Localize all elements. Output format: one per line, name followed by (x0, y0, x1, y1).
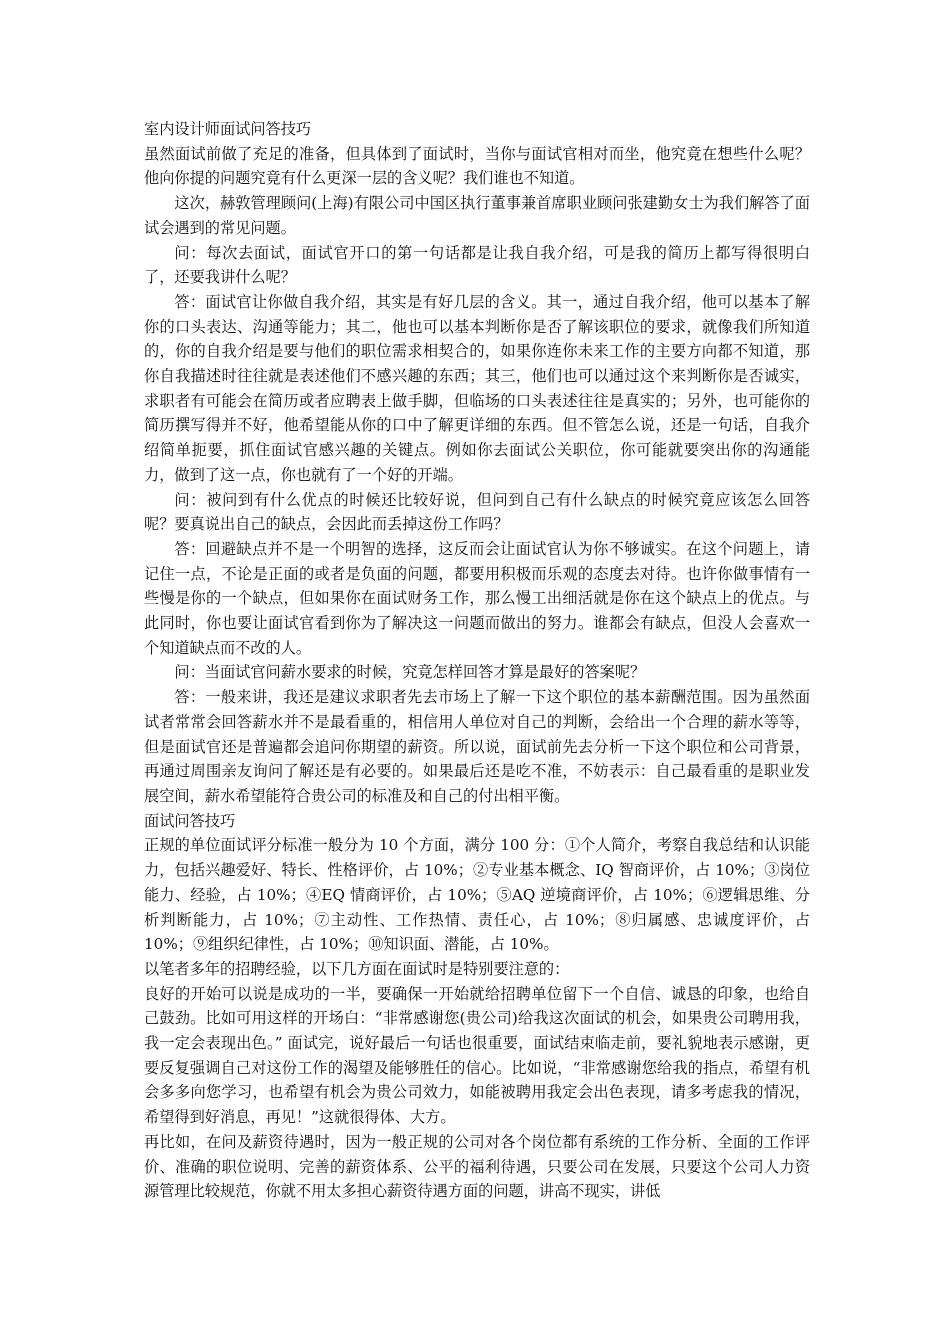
question-1: 问：每次去面试，面试官开口的第一句话都是让我自我介绍，可是我的简历上都写得很明白了，还要我讲什么呢？ (144, 243, 810, 287)
answer-1: 答：面试官让你做自我介绍，其实是有好几层的含义。其一，通过自我介绍，他可以基本了解你的口头表达、沟通等能力；其二，他也可以基本判断你是否了解该职位的要求，就像我们所知道的，你的自我介绍是要与他们的职位需求相契合的，如果你连你未来工作的主要方向都不知道，那你自我描述时往往就是表述他们不感兴趣的东西；其三，他们也可以通过这个来判断你是否诚实，求职者有可能会在简历或者应聘表上做手脚，但临场的口头表述往往是真实的；另外，也可能你的简历撰写得并不好，他希望能从你的口中了解更详细的东西。但不管怎么说，还是一句话，自我介绍简单扼要，抓住面试官感兴趣的关键点。例如你去面试公关职位，你可能就要突出你的沟通能力，做到了这一点，你也就有了一个好的开端。 (144, 292, 810, 484)
intro-paragraph: 虽然面试前做了充足的准备，但具体到了面试时，当你与面试官相对而坐，他究竟在想些什么呢？他向你提的问题究竟有什么更深一层的含义呢？我们谁也不知道。 (144, 144, 810, 188)
scoring-paragraph: 正规的单位面试评分标准一般分为 10 个方面，满分 100 分：①个人简介，考察自我总结和认识能力，包括兴趣爱好、特长、性格评价，占 10%；②专业基本概念、IQ 智商评价，占 10%；③岗位能力、经验，占 10%；④EQ 情商评价，占 10%；⑤AQ 逆境商评价，占 10%；⑥逻辑思维、分析判断能力，占 10%；⑦主动性、工作热情、责任心，占 10%；⑧归属感、忠诚度评价，占 10%；⑨组织纪律性，占 10%；⑩知识面、潜能，占 10%。 (144, 836, 810, 954)
question-2: 问：被问到有什么优点的时候还比较好说，但问到自己有什么缺点的时候究竟应该怎么回答呢？要真说出自己的缺点，会因此而丢掉这份工作吗？ (144, 490, 810, 534)
document-page (144, 117, 810, 1204)
section-2-title: 面试问答技巧 (144, 811, 236, 830)
question-3: 问：当面试官问薪水要求的时候，究竟怎样回答才算是最好的答案呢？ (174, 663, 646, 682)
answer-2: 答：回避缺点并不是一个明智的选择，这反而会让面试官认为你不够诚实。在这个问题上，请记住一点，不论是正面的或者是负面的问题，都要用积极而乐观的态度去对待。也许你做事情有一些慢是你的一个缺点，但如果你在面试财务工作，那么慢工出细活就是你在这个缺点上的优点。与此同时，你也要让面试官看到你为了解决这一问题而做出的努力。谁都会有缺点，但没人会喜欢一个知道缺点而不改的人。 (144, 539, 810, 657)
context-paragraph: 这次，赫敦管理顾问(上海)有限公司中国区执行董事兼首席职业顾问张建勤女士为我们解答了面试会遇到的常见问题。 (144, 194, 810, 237)
opening-paragraph: 良好的开始可以说是成功的一半，要确保一开始就给招聘单位留下一个自信、诚恳的印象，也给自己鼓劲。比如可用这样的开场白：“非常感谢您(贵公司)给我这次面试的机会，如果贵公司聘用我，我一定会表现出色。” 面试完，说好最后一句话也很重要，面试结束临走前，要礼貌地表示感谢，更要反复强调自己对这份工作的渴望及能够胜任的信心。比如说，“非常感谢您给我的指点，希望有机会多多向您学习，也希望有机会为贵公司效力，如能被聘用我定会出色表现，请多考虑我的情况，希望得到好消息，再见！”这就很得体、大方。 (144, 984, 810, 1127)
answer-3: 答：一般来讲，我还是建议求职者先去市场上了解一下这个职位的基本薪酬范围。因为虽然面试者常常会回答薪水并不是最看重的，相信用人单位对自己的判断，会给出一个合理的薪水等等，但是面试官还是普遍都会追问你期望的薪资。所以说，面试前先去分析一下这个职位和公司背景，再通过周围亲友询问了解还是有必要的。如果最后还是吃不准，不妨表示：自己最看重的是职业发展空间，薪水希望能符合贵公司的标准及和自己的付出相平衡。 (144, 688, 810, 805)
salary-paragraph: 再比如，在问及薪资待遇时，因为一般正规的公司对各个岗位都有系统的工作分析、全面的工作评价、准确的职位说明、完善的薪资体系、公平的福利待遇，只要公司在发展，只要这个公司人力资源管理比较规范，你就不用太多担心薪资待遇方面的问题，讲高不现实，讲低 (144, 1132, 810, 1201)
experience-paragraph: 以笔者多年的招聘经验，以下几方面在面试时是特别要注意的： (144, 959, 570, 978)
document-title: 室内设计师面试问答技巧 (144, 120, 312, 138)
